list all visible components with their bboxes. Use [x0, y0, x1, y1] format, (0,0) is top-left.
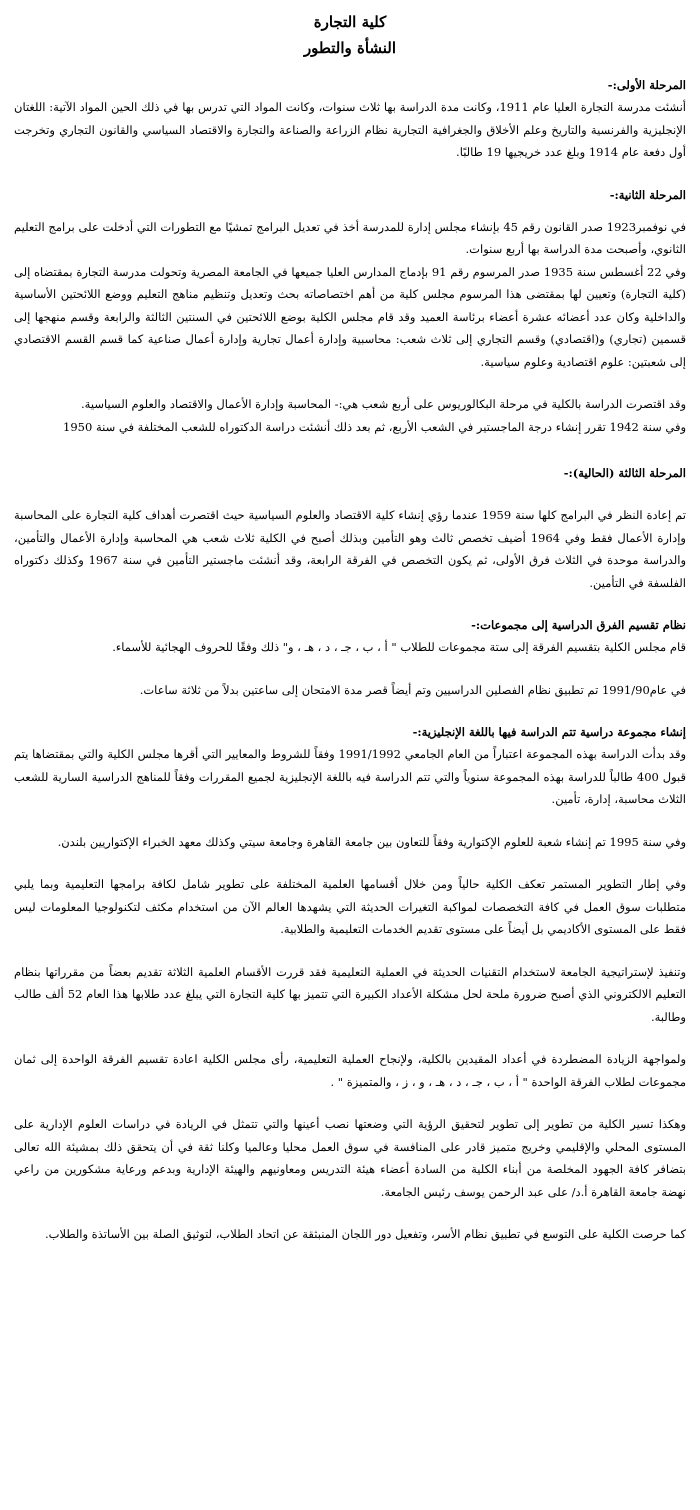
section-heading-stage-1: المرحلة الأولى:-: [607, 78, 686, 92]
paragraph-closing: كما حرصت الكلية على التوسع في تطبيق نظام الأسر، وتفعيل دور اللجان المنبثقة عن اتحاد الطلاب، لتوثيق الصلة بين الأساتذة والطلاب.: [45, 1227, 686, 1241]
section-strategy: [14, 961, 686, 1029]
paragraph-increase: ولمواجهة الزيادة المضطردة في أعداد المقيدين بالكلية، ولإنجاح العملية التعليمية، رأى مجلس الكلية اعادة تقسيم الفرقة الواحدة إلى ثمان مجموعات لطلاب الفرقة الواحدة " أ ، ب ، جـ ، د ، هـ ، و ، ز ، والمتميزة " .: [14, 1052, 686, 1089]
section-heading-stage-3: المرحلة الثالثة (الحالية):-: [563, 466, 686, 480]
spacer: [14, 1203, 686, 1223]
paragraph-development: وفي إطار التطوير المستمر تعكف الكلية حالياً ومن خلال أقسامها العلمية المختلفة على تطوير شامل لكافة برامجها التعليمية وبما يلبي متطلبات سوق العمل في كافة التخصصات لمواكبة التغيرات الحديثة التي يشهدها العالم الآن من استخدام مكثف لتكنولوجيا المعلومات ليس فقط على المستوى الأكاديمي بل أيضاً على مستوى تقديم الخدمات التعليمية والطلابية.: [14, 877, 686, 936]
spacer: [14, 659, 686, 679]
spacer: [14, 594, 686, 614]
spacer: [14, 484, 686, 504]
spacer: [14, 1028, 686, 1048]
paragraph-vision: وهكذا تسير الكلية من تطوير إلى تطوير لتحقيق الرؤية التي وضعتها نصب أعينها والتي تتمثل في الريادة في دراسات العلوم الإدارية على المستوى المحلي والإقليمي وخريج متميز قادر على المنافسة في سوق العمل محليا وعالميا وكلنا ثقة في أن يتحقق ذلك بمشيئة الله تعالى بتضافر كافة الجهود المخلصة من أبناء الكلية من السادة أعضاء هيئة التدريس ومعاونيهم والهيئة الإدارية وبدعم ورعاية مشكورين من راعي نهضة جامعة القاهرة أ.د/ على عبد الرحمن يوسف رئيس الجامعة.: [14, 1117, 686, 1199]
section-semester: [14, 679, 686, 702]
section-stage-1: [14, 74, 686, 164]
section-vision: [14, 1113, 686, 1203]
spacer: [14, 62, 686, 74]
section-groups: [14, 614, 686, 659]
spacer: [14, 701, 686, 721]
page-subtitle: النشأة والتطور: [303, 39, 397, 57]
paragraph-stage-2-1923: في نوفمبر1923 صدر القانون رقم 45 بإنشاء مجلس إدارة للمدرسة أخذ في تعديل البرامج تمشيًا مع التطورات التي أدخلت على برامج التعليم الثانوي، وأصبحت مدة الدراسة بها أربع سنوات.: [14, 219, 687, 256]
spacer: [14, 1093, 686, 1113]
section-development: [14, 873, 686, 941]
section-increase: [14, 1048, 686, 1093]
spacer: [14, 853, 686, 873]
spacer: [14, 373, 686, 393]
spacer: [14, 811, 686, 831]
paragraph-stage-1: أنشئت مدرسة التجارة العليا عام 1911، وكانت مدة الدراسة بها ثلاث سنوات، وكانت المواد التي تدرس بها في ذلك الحين المواد الآتية: اللغتان الإنجليزية والفرنسية والتاريخ وعلم الأخلاق والجغرافية التجارية نظام الزراعة والصناعة والتجارة والاقتصاد السياسي والقانون التجاري وتخرجت أول دفعة عام 1914 وبلغ عدد خريجيها 19 طالبًا.: [14, 100, 686, 159]
page-title: كلية التجارة: [313, 13, 387, 31]
section-heading-stage-2: المرحلة الثانية:-: [609, 187, 686, 202]
paragraph-english-group: وقد بدأت الدراسة بهذه المجموعة اعتباراً من العام الجامعي 1991/1992 وفقاً للشروط والمعايير التي أقرها مجلس الكلية والتي بمقتضاها يتم قبول 400 طالباً للدراسة بهذه المجموعة سنوياً والتي تتم الدراسة فيه باللغة الإنجليزية لجميع المقررات وفقاً للمناهج الدراسية السارية للشعب الثلاث محاسبة، إدارة، تأمين.: [14, 747, 687, 806]
section-closing: [14, 1223, 686, 1246]
paragraph-actuarial: وفي سنة 1995 تم إنشاء شعبة للعلوم الإكتوارية وفقاً للتعاون بين جامعة القاهرة وجامعة سيتي وكذلك معهد الخبراء الإكتواريين بلندن.: [57, 834, 686, 849]
spacer: [14, 438, 686, 462]
paragraph-stage-2-bachelor: وقد اقتصرت الدراسة بالكلية في مرحلة البكالوريوس على أربع شعب هي:- المحاسبة وإدارة الأعمال والاقتصاد والعلوم السياسية.: [81, 397, 686, 411]
paragraph-groups: قام مجلس الكلية بتقسيم الفرقة إلى ستة مجموعات للطلاب " أ ، ب ، جـ ، د ، هـ ، و" ذلك وفقًا للحروف الهجائية للأسماء.: [112, 640, 686, 654]
spacer: [14, 941, 686, 961]
section-heading-english-group: إنشاء مجموعة دراسية تتم الدراسة فيها باللغة الإنجليزية:-: [412, 725, 686, 739]
paragraph-semester: في عام1991/90 تم تطبيق نظام الفصلين الدراسيين وتم أيضاً قصر مدة الامتحان إلى ساعتين بدلاً من ثلاثة ساعات.: [139, 682, 686, 697]
spacer: [14, 164, 686, 184]
section-stage-3: [14, 462, 686, 594]
section-english-group: [14, 721, 686, 811]
paragraph-stage-2-masters: وفي سنة 1942 تقرر إنشاء درجة الماجستير في الشعب الأربع، ثم بعد ذلك أنشئت دراسة الدكتوراه للشعب المختلفة في سنة 1950: [63, 419, 686, 434]
section-stage-2: [14, 184, 686, 439]
paragraph-stage-2-1935: وفي 22 أغسطس سنة 1935 صدر المرسوم رقم 91 بإدماج المدارس العليا جميعها في الجامعة المصرية وتحولت مدرسة التجارة بمقتضاه إلى (كلية التجارة) وتعيين لها بمقتضى هذا المرسوم مجلس كلية من أهم اختصاصاته بحث وتعديل وتنظيم مناهج التعليم ووضع اللائحتين الأساسية والداخلية وكان عدد أعضائه عشرة أعضاء برئاسة العميد وقد قام مجلس الكلية بوضع اللائحتين في السنتين الثالثة والرابعة وقسم منهجها إلى قسمين (تجاري) و(اقتصادي) وقسم التجاري إلى ثلاث شعب: محاسبية وإدارة أعمال تجارية وإدارة أعمال صناعية كما قسم القسم الاقتصادي إلى شعبتين: علوم اقتصادية وعلوم سياسية.: [14, 264, 686, 369]
section-actuarial: [14, 831, 686, 854]
document-page: [14, 10, 686, 1510]
paragraph-stage-3: تم إعادة النظر في البرامج كلها سنة 1959 عندما رؤي إنشاء كلية الاقتصاد والعلوم السياسية حيث اقتصرت أهداف كلية التجارة على المحاسبة وإدارة الأعمال فقط وفي 1964 أضيف تخصص ثالث وهو التأمين وبذلك أصبح في الكلية ثلاث شعب هي المحاسبة وإدارة الأعمال والتأمين، والدراسة موحدة في الثلاث فرق الأولى، ثم يكون التخصص في الفرقة الرابعة، وقد أنشئت ماجستير التأمين في سنة 1967 وكذلك دكتوراه الفلسفة في التأمين.: [14, 508, 686, 590]
section-heading-groups: نظام تقسيم الفرق الدراسية إلى مجموعات:-: [471, 618, 686, 632]
paragraph-strategy: وتنفيذ لإستراتيجية الجامعة لاستخدام التقنيات الحديثة في العملية التعليمية فقد قررت الأقسام العلمية الثلاثة تقديم بعضاً من مقرراتها بنظام التعليم الالكتروني الذي أصبح ضرورة ملحة لحل مشكلة الأعداد الكبيرة التي تتميز بها كلية التجارة التي يبلغ عدد طلابها هذا العام 52 ألف طالب وطالبة.: [14, 964, 686, 1024]
